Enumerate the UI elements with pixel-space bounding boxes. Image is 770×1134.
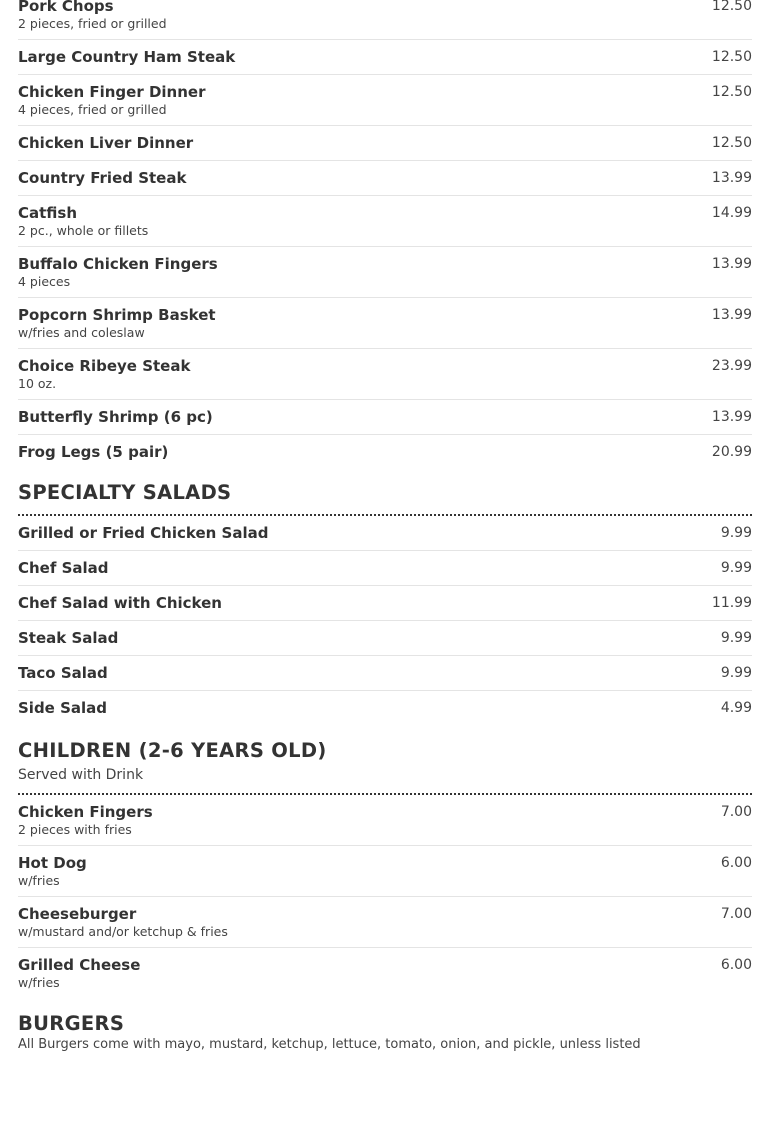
menu-item-price: 14.99 <box>711 205 752 221</box>
menu-item-text <box>18 0 167 32</box>
section-subtitle: Served with Drink <box>18 767 144 783</box>
menu-item-name: Grilled or Fried Chicken Salad <box>18 524 269 542</box>
menu-item-price: 12.50 <box>711 135 752 151</box>
menu-item-price: 13.99 <box>711 307 752 323</box>
menu-item-name: Cheeseburger <box>18 905 137 923</box>
menu-item-price: 13.99 <box>711 170 752 186</box>
menu-item-name: Hot Dog <box>18 854 87 872</box>
menu-item-description: w/fries <box>18 873 60 888</box>
menu-item-name: Chicken Fingers <box>18 803 153 821</box>
menu-item <box>18 161 752 196</box>
menu-item-text <box>18 169 186 188</box>
menu-item <box>18 75 752 126</box>
menu-item-text <box>18 559 109 578</box>
menu-item-text <box>18 443 168 462</box>
menu-item-name: Pork Chops <box>18 0 114 15</box>
menu-item-price: 23.99 <box>711 358 752 374</box>
specialty-salads-header <box>18 469 752 516</box>
menu-item-text <box>18 524 268 543</box>
menu-item-price: 20.99 <box>711 444 752 460</box>
menu-item-price: 12.50 <box>711 84 752 100</box>
menu-item-price: 7.00 <box>720 804 752 820</box>
menu-item-price: 6.00 <box>720 855 752 871</box>
menu-item-text <box>18 48 235 67</box>
menu-item-text <box>18 83 206 118</box>
menu-item-text <box>18 699 107 718</box>
menu-item-price: 9.99 <box>720 665 752 681</box>
menu-item <box>18 656 752 691</box>
menu-item-price: 11.99 <box>711 595 752 611</box>
menu-item <box>18 0 752 40</box>
menu-item-text <box>18 664 108 683</box>
menu-item <box>18 516 752 551</box>
menu-item-name: Country Fried Steak <box>18 169 187 187</box>
menu-item-name: Steak Salad <box>18 629 119 647</box>
menu-item <box>18 40 752 75</box>
menu-item-description: 4 pieces, fried or grilled <box>18 102 167 117</box>
section-title: BURGERS <box>18 1012 125 1035</box>
dinner-list <box>18 0 752 469</box>
menu-item-description: w/fries <box>18 975 60 990</box>
menu-item-description: 2 pieces, fried or grilled <box>18 16 167 31</box>
menu-item <box>18 298 752 349</box>
menu-item <box>18 897 752 948</box>
menu-item-price: 9.99 <box>720 525 752 541</box>
menu-item-name: Chef Salad <box>18 559 109 577</box>
menu-item-price: 6.00 <box>720 957 752 973</box>
menu-item <box>18 349 752 400</box>
menu-item-price: 12.50 <box>711 49 752 65</box>
menu-item <box>18 846 752 897</box>
menu-item <box>18 400 752 435</box>
menu-item-text <box>18 803 153 838</box>
menu-item <box>18 586 752 621</box>
menu-item-name: Taco Salad <box>18 664 108 682</box>
menu-item-text <box>18 854 87 889</box>
section-title: SPECIALTY SALADS <box>18 481 232 504</box>
menu-item-price: 7.00 <box>720 906 752 922</box>
menu-item-price: 9.99 <box>720 560 752 576</box>
burgers-header <box>18 998 752 1058</box>
menu-item <box>18 795 752 846</box>
menu-item-description: 2 pieces with fries <box>18 822 132 837</box>
menu-item-text <box>18 956 140 991</box>
menu-item <box>18 126 752 161</box>
menu-item <box>18 551 752 586</box>
menu-item-price: 13.99 <box>711 409 752 425</box>
children-list <box>18 795 752 998</box>
menu-item <box>18 691 752 725</box>
menu-item-text <box>18 594 222 613</box>
menu-item-name: Frog Legs (5 pair) <box>18 443 169 461</box>
menu-item-name: Catfish <box>18 204 78 222</box>
menu-item-description: 4 pieces <box>18 274 71 289</box>
menu-item-text <box>18 357 190 392</box>
menu-item <box>18 435 752 469</box>
menu-item-description: w/fries and coleslaw <box>18 325 145 340</box>
menu-item-text <box>18 905 228 940</box>
menu-item-text <box>18 306 216 341</box>
menu-item-price: 13.99 <box>711 256 752 272</box>
menu-item-name: Chicken Liver Dinner <box>18 134 194 152</box>
menu-page <box>18 0 752 1058</box>
menu-item <box>18 621 752 656</box>
menu-item-name: Choice Ribeye Steak <box>18 357 191 375</box>
menu-item-name: Popcorn Shrimp Basket <box>18 306 216 324</box>
menu-item-name: Buffalo Chicken Fingers <box>18 255 218 273</box>
menu-item-name: Grilled Cheese <box>18 956 141 974</box>
menu-item-price: 9.99 <box>720 630 752 646</box>
menu-item-name: Butterfly Shrimp (6 pc) <box>18 408 213 426</box>
menu-item <box>18 948 752 998</box>
section-note: All Burgers come with mayo, mustard, ketchup, lettuce, tomato, onion, and pickle, unless listed <box>18 1037 641 1052</box>
children-header <box>18 725 752 795</box>
menu-item-description: 10 oz. <box>18 376 57 391</box>
menu-item <box>18 196 752 247</box>
menu-item-description: 2 pc., whole or fillets <box>18 223 149 238</box>
menu-item-name: Chef Salad with Chicken <box>18 594 222 612</box>
menu-item-price: 12.50 <box>711 0 752 14</box>
salad-list <box>18 516 752 725</box>
menu-item-description: w/mustard and/or ketchup & fries <box>18 924 228 939</box>
menu-item-price: 4.99 <box>720 700 752 716</box>
menu-item <box>18 247 752 298</box>
menu-item-text <box>18 134 193 153</box>
menu-item-text <box>18 204 148 239</box>
menu-item-name: Large Country Ham Steak <box>18 48 236 66</box>
section-title: CHILDREN (2-6 YEARS OLD) <box>18 739 327 762</box>
menu-item-text <box>18 629 118 648</box>
menu-item-text <box>18 408 213 427</box>
menu-item-name: Chicken Finger Dinner <box>18 83 206 101</box>
menu-item-name: Side Salad <box>18 699 108 717</box>
menu-item-text <box>18 255 218 290</box>
